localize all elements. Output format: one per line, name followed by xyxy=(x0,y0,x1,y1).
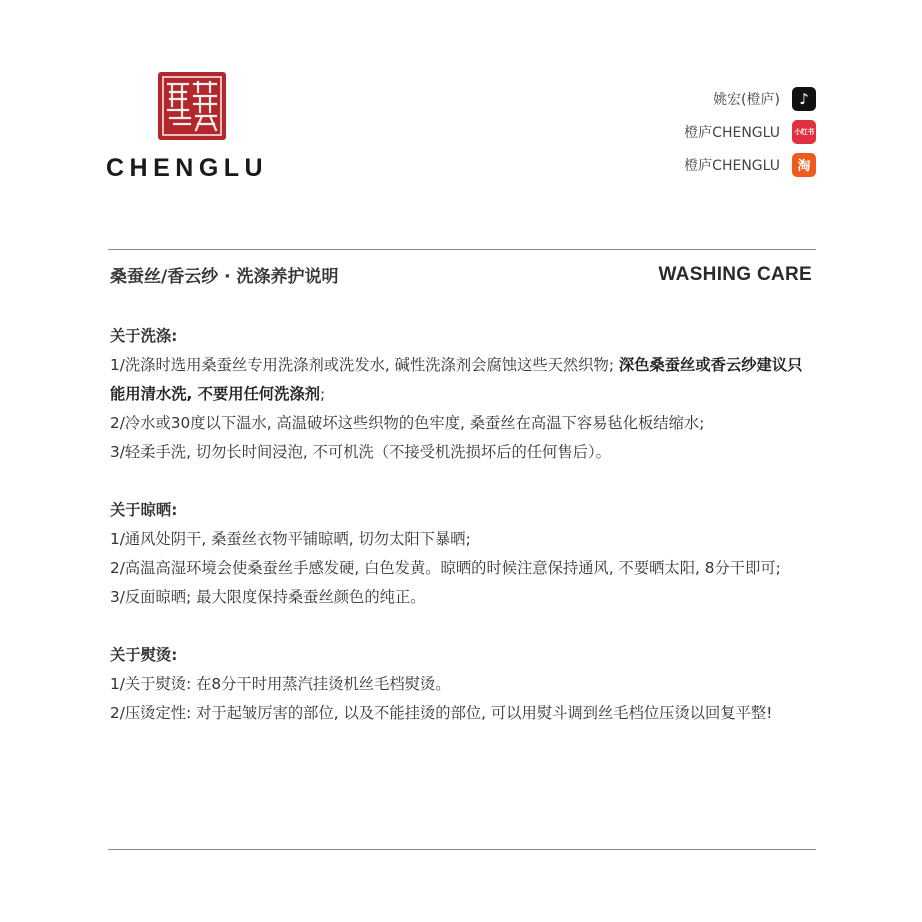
social-links xyxy=(684,86,816,177)
instruction-item: 2/高温高湿环境会使桑蚕丝手感发硬, 白色发黄。晾晒的时候注意保持通风, 不要晒太阳, 8分干即可; xyxy=(110,559,781,577)
section-washing xyxy=(110,322,812,467)
brand-seal-logo xyxy=(158,72,226,140)
section-title: 关于晾晒: xyxy=(110,501,178,519)
section-drying xyxy=(110,496,812,612)
brand-name: CHENGLU xyxy=(106,154,269,182)
social-item-taobao[interactable] xyxy=(684,152,816,177)
care-instructions xyxy=(110,322,812,757)
top-divider xyxy=(108,249,816,250)
section-title: 关于熨烫: xyxy=(110,646,178,664)
instruction-item: 1/通风处阴干, 桑蚕丝衣物平铺晾晒, 切勿太阳下暴晒; xyxy=(110,530,471,548)
instruction-item: 3/轻柔手洗, 切勿长时间浸泡, 不可机洗（不接受机洗损坏后的任何售后）。 xyxy=(110,443,611,461)
instruction-item: 3/反面晾晒; 最大限度保持桑蚕丝颜色的纯正。 xyxy=(110,588,426,606)
instruction-item: 2/压烫定性: 对于起皱厉害的部位, 以及不能挂烫的部位, 可以用熨斗调到丝毛档位压烫以回复平整! xyxy=(110,704,773,722)
highlight-text: 深色桑蚕丝或香云纱建议只能用清水洗, 不要用任何洗涤剂 xyxy=(110,356,803,403)
instruction-item: 1/关于熨烫: 在8分干时用蒸汽挂烫机丝毛档熨烫。 xyxy=(110,675,451,693)
instruction-item: 1/洗涤时选用桑蚕丝专用洗涤剂或洗发水, 碱性洗涤剂会腐蚀这些天然织物; 深色桑蚕丝或香云纱建议只能用清水洗, 不要用任何洗涤剂; xyxy=(110,356,803,403)
social-label: 橙庐CHENGLU xyxy=(684,124,780,141)
instruction-item: 2/冷水或30度以下温水, 高温破坏这些织物的色牢度, 桑蚕丝在高温下容易毡化板结缩水; xyxy=(110,414,705,432)
bottom-divider xyxy=(108,849,816,850)
section-ironing xyxy=(110,641,812,728)
xiaohongshu-icon: 小红书 xyxy=(792,120,816,144)
tiktok-icon: ♪ xyxy=(792,87,816,111)
social-item-tiktok[interactable] xyxy=(713,86,816,111)
page-title: 桑蚕丝/香云纱 · 洗涤养护说明 xyxy=(110,267,339,287)
taobao-icon: 淘 xyxy=(792,153,816,177)
social-item-xiaohongshu[interactable] xyxy=(684,119,816,144)
social-label: 姚宏(橙庐) xyxy=(713,91,780,108)
section-title: 关于洗涤: xyxy=(110,327,178,345)
social-label: 橙庐CHENGLU xyxy=(684,157,780,174)
chinese-seal-logo xyxy=(158,72,226,140)
care-header xyxy=(110,262,812,287)
page-title-en: WASHING CARE xyxy=(658,263,812,285)
